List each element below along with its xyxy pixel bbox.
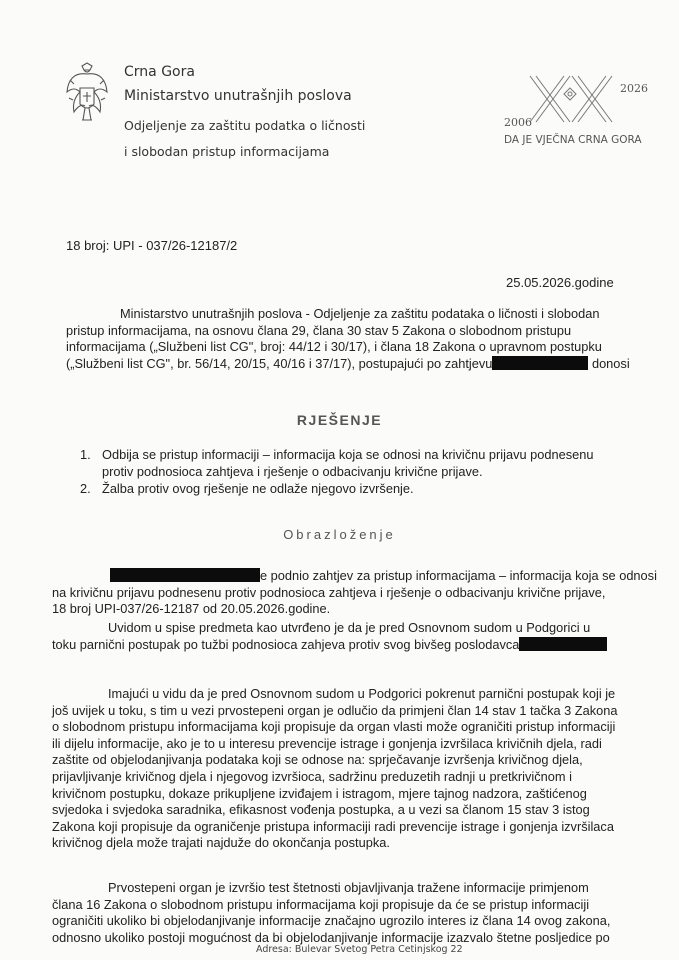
intro-paragraph xyxy=(66,306,630,372)
p1-line-text: e podnio zahtjev za pristup informacijama – informacija koja se odnosi xyxy=(260,568,657,583)
explanation-title: Obrazloženje xyxy=(283,527,396,542)
p4-line: člana 16 Zakona o slobodnom pristupu informacijama koji propisuje da će se pristup informaciji xyxy=(52,896,590,912)
decision-item-text: Žalba protiv ovog rješenje ne odlaže njegovo izvršenje. xyxy=(102,481,414,497)
p3-line: prijavljivanje krivičnog djela i njegovog izvršioca, sadržinu preduzetih radnji u pretkrivičnom i xyxy=(52,768,572,784)
p3-line: Zakona koji propisuje da ograničenje pristupa informaciji radi prevencije istrage i gonjenja izvršilaca xyxy=(52,818,614,834)
p4-line: Prvostepeni organ je izvršio test štetnosti objavljivanja tražene informacije primjenom xyxy=(108,880,589,895)
p2-line-text: toku parnični postupak po tužbi podnosioca zahjeva protiv svog bivšeg poslodavca xyxy=(52,636,520,652)
p3-line: zaštite od objelodanjivanja podataka koji se odnose na: sprječavanje izvršenja krivičnog djela, xyxy=(52,752,583,768)
p3-line: Imajući u vidu da je pred Osnovnom sudom u Podgorici pokrenut parnični postupak koji je xyxy=(108,686,616,701)
decision-title: RJEŠENJE xyxy=(296,412,383,428)
reference-number: 18 broj: UPI - 037/26-12187/2 xyxy=(66,238,238,253)
redaction-bar xyxy=(492,356,588,370)
decision-item-text: Odbija se pristup informaciji – informacija koja se odnosi na krivičnu prijavu podnesenu xyxy=(102,447,594,462)
p3-line: još uvijek u toku, s tim u vezi prvostepeni organ je odlučio da primjeni član 14 stav 1 tačka 3 Zakona xyxy=(52,702,618,718)
explanation-paragraph-3 xyxy=(52,686,618,852)
decision-item-cont: protiv podnosioca zahtjeva i rješenje o odbacivanju krivične prijave. xyxy=(102,463,483,479)
coat-of-arms-icon xyxy=(64,62,110,126)
p4-line: odnosno ukoliko postoji mogućnost da bi objelodanjivanje informacije izazvalo štetne posljedice po xyxy=(52,929,610,945)
explanation-paragraph-1 xyxy=(52,568,657,618)
jubilee-logo-icon xyxy=(502,70,652,140)
p3-line: ili dijelu informacije, ako je to u interesu prevencije istrage i gonjenja izvršilaca krivičnih djela, radi xyxy=(52,735,602,751)
decision-list xyxy=(80,447,594,498)
p4-line: ograničiti ukoliko bi objelodanjivanje informacije značajno ugrozilo interes iz člana 14 ovog zakona, xyxy=(52,913,611,929)
document-date: 25.05.2026.godine xyxy=(506,275,614,290)
redaction-bar xyxy=(519,637,607,651)
intro-line-end: donosi xyxy=(591,355,630,371)
p3-line: krivičnog djela može trajati najduže do okončanja postupka. xyxy=(52,835,390,851)
header-department: Odjeljenje za zaštitu podatka o ličnosti xyxy=(124,118,366,133)
jubilee-caption: DA JE VJEČNA CRNA GORA xyxy=(504,134,642,146)
p1-line: na krivičnu prijavu podnesenu protiv podnosioca zahtjeva i rješenje o odbacivanju krivične prijave, xyxy=(52,584,606,600)
header-department-cont: i slobodan pristup informacijama xyxy=(124,144,330,159)
explanation-paragraph-4 xyxy=(52,880,610,946)
intro-line-text: („Službeni list CG", br. 56/14, 20/15, 40/16 i 37/17), postupajući po zahtjevu xyxy=(66,355,493,371)
p2-line xyxy=(52,637,607,654)
p3-line: o slobodnom pristupu informacijama koji propisuje da organ vlasti može ograničiti pristup informaciji xyxy=(52,719,616,735)
jubilee-year-left: 2006 xyxy=(504,116,532,129)
intro-line: informacijama („Službeni list CG", broj: 44/12 i 30/17), i člana 18 Zakona o upravnom postupku xyxy=(66,339,602,355)
decision-item-number: 2. xyxy=(80,481,91,497)
p3-line: krivičnom postupku, dokaze prikupljene izviđajem i istragom, mjere tajnog nadzora, zaštićenog xyxy=(52,785,587,801)
p3-line: svjedoka i svjedoka saradnika, efikasnost vođenja postupka, a u vezi sa članom 15 stav 3 istog xyxy=(52,802,590,818)
p1-line: 18 broj UPI-037/26-12187 od 20.05.2026.godine. xyxy=(52,601,331,617)
intro-line: pristup informacijama, na osnovu člana 29, člana 30 stav 5 Zakona o slobodnom pristupu xyxy=(66,322,572,338)
p2-line: Uvidom u spise predmeta kao utvrđeno je da je pred Osnovnom sudom u Podgorici u xyxy=(108,620,591,635)
header-country: Crna Gora xyxy=(124,64,195,80)
intro-line: Ministarstvo unutrašnjih poslova - Odjeljenje za zaštitu podataka o ličnosti i slobodan xyxy=(120,306,600,321)
jubilee-year-right: 2026 xyxy=(620,82,648,95)
footer-address: Adresa: Bulevar Svetog Petra Cetinjskog 22 xyxy=(256,944,463,955)
redaction-bar xyxy=(110,568,260,582)
intro-line xyxy=(66,356,630,373)
decision-item xyxy=(80,481,594,498)
decision-item xyxy=(80,447,594,464)
explanation-paragraph-2 xyxy=(52,620,607,653)
p1-line xyxy=(52,568,657,585)
header-ministry: Ministarstvo unutrašnjih poslova xyxy=(124,88,352,104)
decision-item-number: 1. xyxy=(80,447,91,462)
